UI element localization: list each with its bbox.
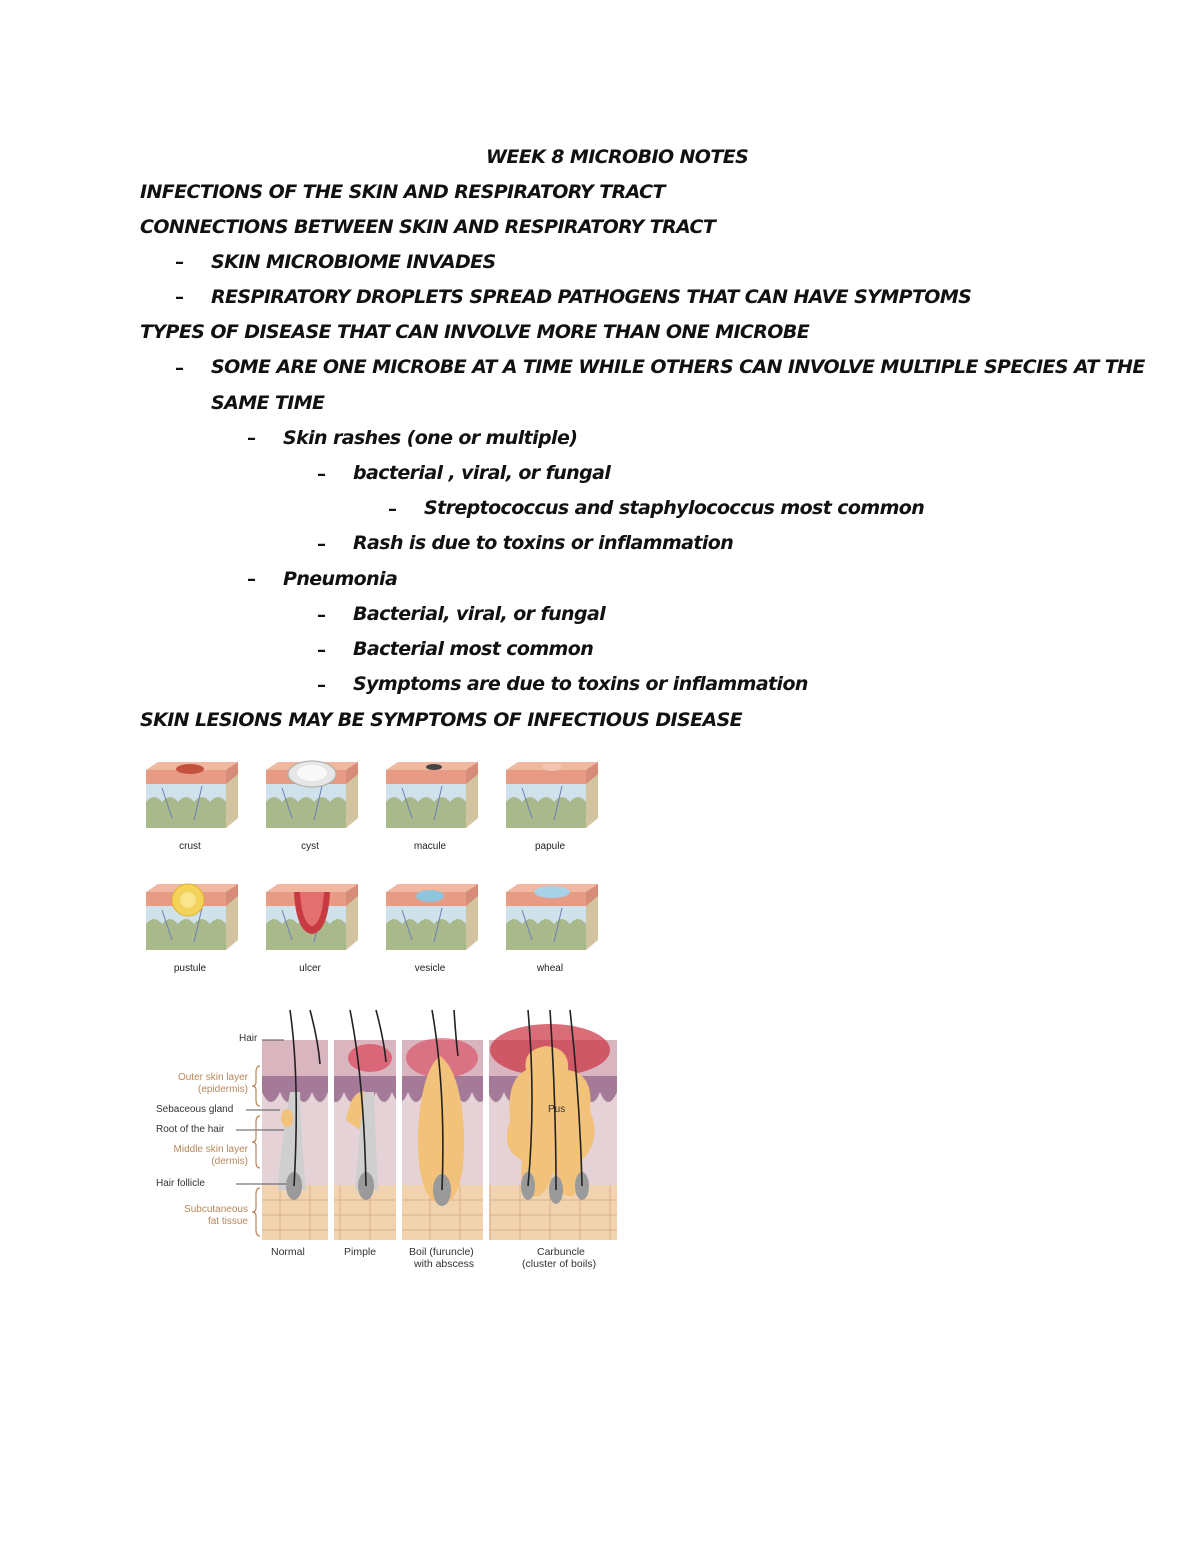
bullet-bacterial-viral-fungal-2: Bacterial, viral, or fungal — [353, 603, 606, 625]
bullet-bacterial-most-common: Bacterial most common — [353, 638, 594, 660]
bullet-skin-microbiome: SKIN MICROBIOME INVADES — [211, 251, 496, 273]
lesion-pustule-image — [142, 880, 238, 960]
lesion-papule-image — [502, 758, 598, 838]
bullet-dash: – — [175, 252, 184, 273]
bullet-same-time: SAME TIME — [211, 392, 325, 414]
label-middle-skin-layer: Middle skin layer — [173, 1144, 248, 1155]
lesion-macule-image — [382, 758, 478, 838]
label-fat-tissue: fat tissue — [207, 1216, 248, 1227]
bullet-dash: – — [247, 569, 256, 590]
label-hair: Hair — [239, 1033, 258, 1044]
bullet-dash: – — [317, 464, 326, 485]
lesion-crust-image — [142, 758, 238, 838]
heading-types-of-disease: TYPES OF DISEASE THAT CAN INVOLVE MORE THAN ONE MICROBE — [140, 321, 810, 343]
panel-caption-boil: Boil (furuncle) — [409, 1246, 474, 1258]
bullet-dash: – — [175, 287, 184, 308]
heading-skin-lesions: SKIN LESIONS MAY BE SYMPTOMS OF INFECTIOUS DISEASE — [140, 709, 743, 731]
panel-caption-normal: Normal — [271, 1246, 305, 1258]
label-root-of-hair: Root of the hair — [156, 1124, 225, 1135]
bullet-respiratory-droplets: RESPIRATORY DROPLETS SPREAD PATHOGENS THAT CAN HAVE SYMPTOMS — [211, 286, 972, 308]
bullet-rash-toxins: Rash is due to toxins or inflammation — [353, 532, 734, 554]
lesion-ulcer-image — [262, 880, 358, 960]
lesion-cyst-image — [262, 758, 358, 838]
lesion-vesicle-image — [382, 880, 478, 960]
bullet-dash: – — [175, 358, 184, 379]
heading-connections: CONNECTIONS BETWEEN SKIN AND RESPIRATORY TRACT — [140, 216, 716, 238]
label-outer-skin-layer: Outer skin layer — [177, 1072, 248, 1083]
bullet-dash: – — [317, 534, 326, 555]
panel-caption-pimple: Pimple — [344, 1246, 377, 1258]
bullet-dash: – — [317, 605, 326, 626]
label-dermis: (dermis) — [211, 1156, 248, 1167]
bullet-strep-staph: Streptococcus and staphylococcus most common — [424, 497, 925, 519]
label-epidermis: (epidermis) — [197, 1084, 248, 1095]
lesion-caption: wheal — [536, 963, 564, 974]
label-pus: Pus — [548, 1104, 566, 1115]
bullet-dash: – — [388, 499, 397, 520]
lesion-wheal-image — [502, 880, 598, 960]
panel-caption-carbuncle: Carbuncle — [537, 1246, 585, 1258]
lesion-caption: cyst — [301, 841, 319, 852]
bullet-dash: – — [317, 675, 326, 696]
bullet-pneumonia: Pneumonia — [283, 568, 398, 590]
lesion-caption: papule — [534, 841, 566, 852]
bullet-some-are-one-microbe: SOME ARE ONE MICROBE AT A TIME WHILE OTHERS CAN INVOLVE MULTIPLE SPECIES AT THE — [211, 356, 1145, 378]
lesion-caption: ulcer — [299, 963, 321, 974]
label-hair-follicle: Hair follicle — [156, 1178, 205, 1189]
lesion-caption: vesicle — [414, 963, 446, 974]
skin-lesions-figure — [140, 748, 620, 978]
bullet-skin-rashes: Skin rashes (one or multiple) — [283, 427, 578, 449]
label-subcutaneous: Subcutaneous — [184, 1204, 248, 1215]
label-sebaceous-gland: Sebaceous gland — [156, 1104, 234, 1115]
bullet-dash: – — [317, 640, 326, 661]
heading-infections: INFECTIONS OF THE SKIN AND RESPIRATORY TRACT — [140, 181, 665, 203]
lesion-caption: crust — [179, 841, 201, 852]
bullet-symptoms-toxins: Symptoms are due to toxins or inflammation — [353, 673, 808, 695]
lesion-caption: macule — [413, 841, 447, 852]
bullet-dash: – — [247, 428, 256, 449]
panel-caption-cluster: (cluster of boils) — [522, 1258, 597, 1270]
hair-follicle-illustration — [150, 1000, 625, 1270]
lesion-caption: pustule — [173, 963, 207, 974]
bullet-bacterial-viral-fungal-1: bacterial , viral, or fungal — [353, 462, 611, 484]
page-title: WEEK 8 MICROBIO NOTES — [486, 146, 749, 168]
hair-follicle-figure — [150, 1000, 625, 1270]
panel-caption-boil-abscess: with abscess — [414, 1258, 475, 1270]
